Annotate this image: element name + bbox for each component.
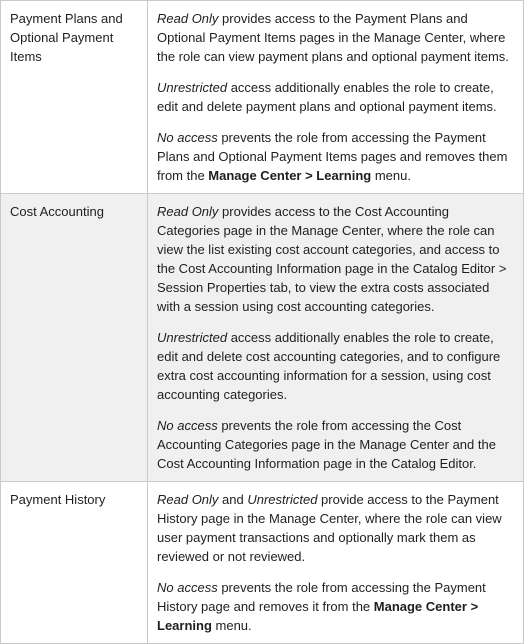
permission-description [148, 482, 524, 644]
permission-description [148, 1, 524, 194]
description-paragraph: Read Only provides access to the Cost Accounting Categories page in the Manage Center, where the role can view the list existing cost account categories, and access to the Cost Accounting Information page in the Catalog Editor > Session Properties tab, to view the extra costs associated with a session using cost accounting categories. [157, 204, 507, 314]
table-row [1, 1, 524, 194]
description-paragraph: No access prevents the role from accessing the Payment History page and removes it from the Manage Center > Learning menu. [157, 580, 486, 633]
permission-name: Payment Plans and Optional Payment Items [1, 1, 148, 194]
description-paragraph: Read Only provides access to the Payment Plans and Optional Payment Items pages in the Manage Center, where the role can view payment plans and optional payment items. [157, 11, 509, 64]
description-paragraph: Read Only and Unrestricted provide access to the Payment History page in the Manage Center, where the role can view user payment transactions and optionally mark them as reviewed or not reviewed. [157, 492, 502, 564]
description-paragraph: No access prevents the role from accessing the Cost Accounting Categories page in the Manage Center and the Cost Accounting Information page in the Catalog Editor. [157, 418, 496, 471]
permission-description [148, 194, 524, 482]
table-row [1, 194, 524, 482]
permission-name: Cost Accounting [1, 194, 148, 482]
description-paragraph: Unrestricted access additionally enables the role to create, edit and delete payment plans and optional payment items. [157, 80, 497, 114]
description-paragraph: Unrestricted access additionally enables the role to create, edit and delete cost accounting categories, and to configure extra cost accounting information for a session, using cost accounting categories. [157, 330, 501, 402]
permission-name: Payment History [1, 482, 148, 644]
table-row [1, 482, 524, 644]
description-paragraph: No access prevents the role from accessing the Payment Plans and Optional Payment Items pages and removes them from the Manage Center > Learning menu. [157, 130, 508, 183]
